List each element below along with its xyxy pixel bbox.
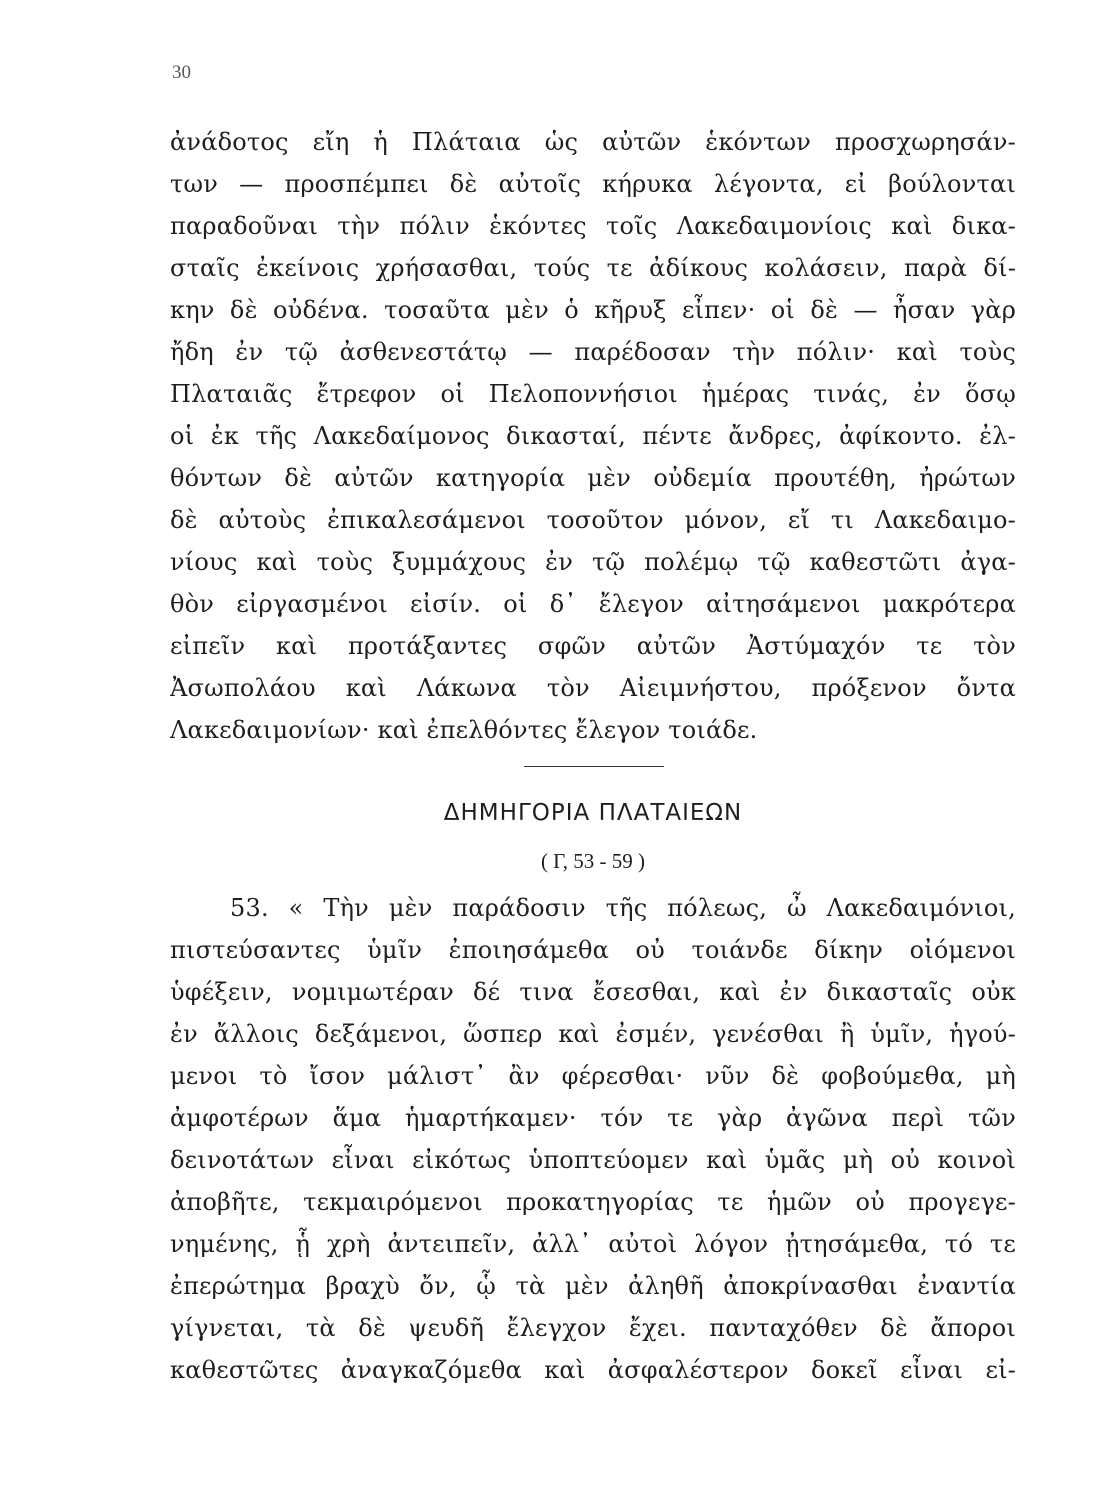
section-divider <box>524 766 664 767</box>
section-subheading: ( Γ, 53 - 59 ) <box>540 849 646 873</box>
text-line: μενοι τὸ ἴσον μάλιστ᾽ ἂν φέρεσθαι· νῦν δὲ φοβούμεθα, μὴ <box>170 1062 1016 1090</box>
text-line: σταῖς ἐκείνοις χρήσασθαι, τούς τε ἀδίκους κολάσειν, παρὰ δί- <box>170 254 1016 282</box>
text-line: καθεστῶτες ἀναγκαζόμεθα καὶ ἀσφαλέστερον δοκεῖ εἶναι εἰ- <box>170 1356 1016 1384</box>
text-line: παραδοῦναι τὴν πόλιν ἑκόντες τοῖς Λακεδαιμονίοις καὶ δικα- <box>170 212 1016 240</box>
text-line: δὲ αὐτοὺς ἐπικαλεσάμενοι τοσοῦτον μόνον, εἴ τι Λακεδαιμο- <box>170 506 1016 534</box>
text-line: ὑφέξειν, νομιμωτέραν δέ τινα ἔσεσθαι, καὶ ἐν δικασταῖς οὐκ <box>170 978 1016 1006</box>
text-line: Πλαταιᾶς ἔτρεφον οἱ Πελοποννήσιοι ἡμέρας τινάς, ἐν ὅσῳ <box>170 380 1016 408</box>
text-line: των — προσπέμπει δὲ αὐτοῖς κήρυκα λέγοντα, εἰ βούλονται <box>170 170 1016 198</box>
text-line: οἱ ἐκ τῆς Λακεδαίμονος δικασταί, πέντε ἄνδρες, ἀφίκοντο. ἐλ- <box>170 422 1016 450</box>
section-heading: ΔΗΜΗΓΟΡΙΑ ΠΛΑΤΑΙΕΩΝ <box>443 800 743 826</box>
text-line: θὸν εἰργασμένοι εἰσίν. οἱ δ᾽ ἔλεγον αἰτησάμενοι μακρότερα <box>170 590 1016 618</box>
text-line: ἀποβῆτε, τεκμαιρόμενοι προκατηγορίας τε ἡμῶν οὐ προγεγε- <box>170 1188 1016 1216</box>
text-line: θόντων δὲ αὐτῶν κατηγορία μὲν οὐδεμία προυτέθη, ἠρώτων <box>170 464 1016 492</box>
text-line: ἀνάδοτος εἴη ἡ Πλάταια ὡς αὐτῶν ἑκόντων προσχωρησάν- <box>170 128 1016 156</box>
text-line: εἰπεῖν καὶ προτάξαντες σφῶν αὐτῶν Ἀστύμαχόν τε τὸν <box>170 632 1016 660</box>
text-line: Λακεδαιμονίων· καὶ ἐπελθόντες ἔλεγον τοιάδε. <box>170 716 758 744</box>
text-line: γίγνεται, τὰ δὲ ψευδῆ ἔλεγχον ἔχει. πανταχόθεν δὲ ἄποροι <box>170 1314 1016 1342</box>
text-line: νημένης, ᾗ χρὴ ἀντειπεῖν, ἀλλ᾽ αὐτοὶ λόγον ᾐτησάμεθα, τό τε <box>170 1230 1016 1258</box>
text-line: δεινοτάτων εἶναι εἰκότως ὑποπτεύομεν καὶ ὑμᾶς μὴ οὐ κοινοὶ <box>170 1146 1016 1174</box>
text-line: ἤδη ἐν τῷ ἀσθενεστάτῳ — παρέδοσαν τὴν πόλιν· καὶ τοὺς <box>170 338 1016 366</box>
text-line: ἀμφοτέρων ἅμα ἡμαρτήκαμεν· τόν τε γὰρ ἀγῶνα περὶ τῶν <box>170 1104 1016 1132</box>
text-line: ἐπερώτημα βραχὺ ὄν, ᾧ τὰ μὲν ἀληθῆ ἀποκρίνασθαι ἐναντία <box>170 1272 1016 1300</box>
text-line: νίους καὶ τοὺς ξυμμάχους ἐν τῷ πολέμῳ τῷ καθεστῶτι ἀγα- <box>170 548 1016 576</box>
text-line: κην δὲ οὐδένα. τοσαῦτα μὲν ὁ κῆρυξ εἶπεν· οἱ δὲ — ἦσαν γὰρ <box>170 296 1016 324</box>
text-line: Ἀσωπολάου καὶ Λάκωνα τὸν Αἰειμνήστου, πρόξενον ὄντα <box>170 674 1016 702</box>
text-line: 53. « Τὴν μὲν παράδοσιν τῆς πόλεως, ὦ Λακεδαιμόνιοι, <box>230 894 1016 922</box>
page-number: 30 <box>172 62 191 83</box>
text-line: ἐν ἄλλοις δεξάμενοι, ὥσπερ καὶ ἐσμέν, γενέσθαι ἢ ὑμῖν, ἡγού- <box>170 1020 1016 1048</box>
text-line: πιστεύσαντες ὑμῖν ἐποιησάμεθα οὐ τοιάνδε δίκην οἰόμενοι <box>170 936 1016 964</box>
